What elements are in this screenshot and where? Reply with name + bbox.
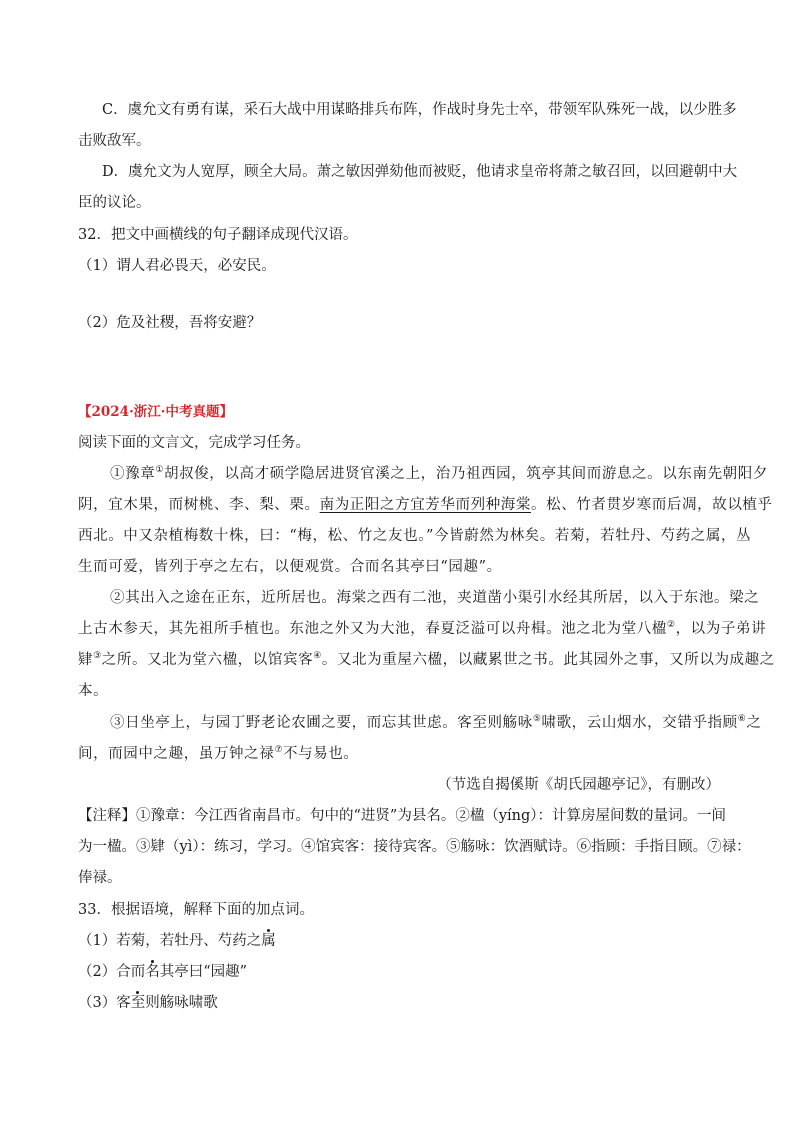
footnote-marker: ⑤ [532, 714, 542, 725]
question-32-item-1: （1）谓人君必畏天，必安民。 [78, 258, 276, 274]
passage-p1-line1 [110, 464, 768, 484]
option-d-line1: D．虞允文为人宽厚，顾全大局。萧之敏因弹劾他而被贬，他请求皇帝将萧之敏召回，以回避朝中大 [102, 164, 738, 180]
question-33-title: 33．根据语境，解释下面的加点词。 [78, 902, 314, 918]
question-33-item-3 [78, 993, 218, 1013]
footnote-marker: ① [155, 465, 164, 476]
text-run: （1）若菊，若牡丹、芍药之 [78, 933, 262, 949]
dotted-word: 属 [261, 933, 276, 949]
passage-p2-line2 [78, 619, 766, 639]
footnote-marker: ⑥ [737, 714, 747, 725]
text-run: 之所。又北为堂六楹，以馆宾客 [101, 652, 314, 668]
text-run: ③日坐亭上，与园丁野老论农圃之要，而忘其世虑。客至则觞咏 [110, 715, 533, 731]
option-c-line2: 击败敌军。 [78, 133, 151, 149]
text-run: （3）客 [78, 995, 131, 1011]
passage-p1-line3: 西北。中又杂植梅数十株，曰：“梅，松、竹之友也。”今皆蔚然为林矣。若菊，若牡丹、芍药之属，丛 [78, 528, 752, 544]
passage-p3-line1 [110, 713, 762, 733]
notes-line2: 为一楹。③肄（yì）：练习，学习。④馆宾客：接待宾客。⑤觞咏：饮酒赋诗。⑥指顾：手指目顾。⑦禄： [78, 839, 751, 855]
text-run: 。又北为重屋六楹，以藏累世之书。此其园外之事，又所以为成趣之 [321, 652, 775, 668]
passage-p3-line2 [78, 744, 358, 764]
option-d-line2: 臣的议论。 [78, 195, 151, 211]
notes-line3: 俸禄。 [78, 870, 122, 886]
text-run: 啸歌，云山烟水，交错乎指顾 [541, 715, 738, 731]
footnote-marker: ④ [313, 651, 322, 662]
footnote-marker: ③ [93, 651, 102, 662]
option-c-line1: C．虞允文有勇有谋，采石大战中用谋略排兵布阵，作战时身先士卒，带领军队殊死一战，以少胜多 [102, 102, 737, 118]
passage-p1-line4: 生而可爱，皆列于亭之左右，以便观赏。合而名其亭曰“园趣”。 [78, 559, 502, 575]
passage-p2-line1: ②其出入之途在正东，近所居也。海棠之西有二池，夹道凿小渠引水经其所居，以入于东池。梁之 [110, 590, 760, 606]
passage-p2-line4: 本。 [78, 683, 109, 699]
text-run: 上古木参天，其先祖所手植也。东池之外又为大池，春夏泛溢可以舟楫。池之北为堂八楹 [78, 621, 667, 637]
question-33-item-2 [78, 962, 247, 982]
question-33-item-1 [78, 931, 276, 951]
footnote-marker: ⑦ [274, 745, 283, 756]
text-run: 阴，宜木果，而树桃、李、梨、栗。 [78, 497, 320, 513]
text-run: 间，而园中之趣，虽万钟之禄 [78, 746, 275, 762]
passage-p2-line3 [78, 650, 775, 670]
footnote-marker: ② [666, 620, 676, 631]
text-run: 其亭曰“园趣” [159, 964, 248, 980]
dotted-word: 名 [145, 964, 160, 980]
dotted-word: 至 [130, 995, 146, 1011]
notes-line1: 【注释】①豫章：今江西省南昌市。句中的“进贤”为县名。②楹（yíng）：计算房屋间数的量词。一间 [78, 808, 727, 824]
source-tag: 【2024·浙江·中考真题】 [78, 404, 233, 420]
text-run: 则觞咏啸歌 [145, 995, 218, 1011]
question-32-title: 32．把文中画横线的句子翻译成现代汉语。 [78, 227, 358, 243]
text-run: 。松、竹者贯岁寒而后凋，故以植乎 [531, 497, 773, 513]
instruction: 阅读下面的文言文，完成学习任务。 [78, 435, 310, 451]
text-run: （2）合而 [78, 964, 146, 980]
text-run: ，以为子弟讲 [675, 621, 767, 637]
text-run: 不与易也。 [282, 746, 359, 762]
passage-p1-line2 [78, 495, 773, 515]
question-32-item-2: （2）危及社稷，吾将安避？ [78, 315, 262, 331]
text-run: 之 [746, 715, 762, 731]
text-run: ①豫章 [110, 466, 156, 482]
text-run: 肄 [78, 652, 94, 668]
underlined-sentence: 南为正阳之方宜芳华而列种海棠 [319, 497, 532, 513]
text-run: 胡叔俊，以高才硕学隐居进贤官溪之上，治乃祖西园，筑亭其间而游息之。以东南先朝阳夕 [163, 466, 768, 482]
attribution: （节选自揭傒斯《胡氏园趣亭记》，有删改） [437, 777, 720, 793]
